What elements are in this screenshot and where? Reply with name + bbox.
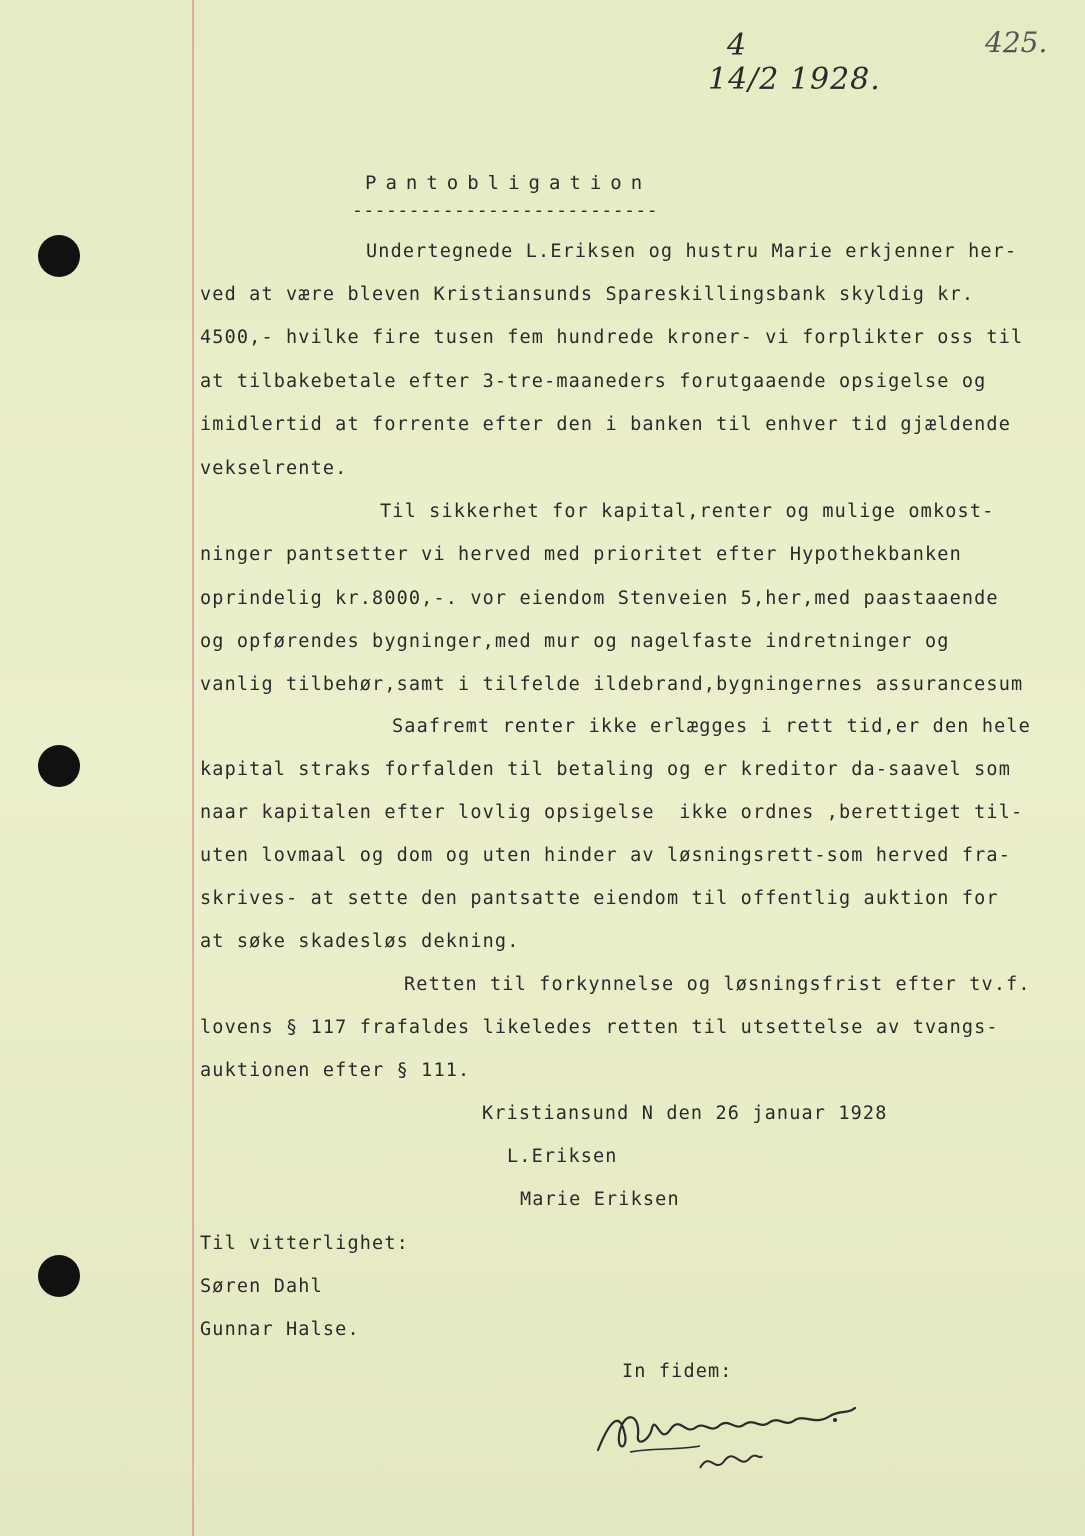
text-line: uten lovmaal og dom og uten hinder av løsningsrett-som herved fra- [200,845,1012,866]
text-line: at tilbakebetale efter 3-tre-maaneders forutgaaende opsigelse og [200,371,987,392]
text-line: vanlig tilbehør,samt i tilfelde ildebrand,bygningernes assurancesum [200,674,1024,695]
entry-number: 4 [727,28,747,63]
punch-hole [38,1255,80,1297]
handwritten-signature [590,1390,870,1480]
text-line: og opførendes bygninger,med mur og nagelfaste indretninger og [200,631,950,652]
place-date-line: Kristiansund N den 26 januar 1928 [482,1103,888,1124]
page-number: 425. [985,26,1048,59]
text-line: lovens § 117 frafaldes likeledes retten til utsettelse av tvangs- [200,1017,999,1038]
text-line: ved at være bleven Kristiansunds Spareskillingsbank skyldig kr. [200,284,975,305]
signatory-name: Marie Eriksen [520,1189,680,1210]
text-line: vekselrente. [200,458,348,479]
text-line: oprindelig kr.8000,-. vor eiendom Stenveien 5,her,med paastaaende [200,588,999,609]
text-line: kapital straks forfalden til betaling og er kreditor da-saavel som [200,759,1012,780]
punch-hole [38,745,80,787]
witness-heading: Til vitterlighet: [200,1233,409,1254]
text-line: 4500,- hvilke fire tusen fem hundrede kroner- vi forplikter oss til [200,327,1024,348]
punch-hole [38,235,80,277]
text-line: auktionen efter § 111. [200,1060,471,1081]
document-title: Pantobligation [365,172,652,194]
text-line: skrives- at sette den pantsatte eiendom til offentlig auktion for [200,888,999,909]
handwritten-date: 14/2 1928. [708,62,881,97]
signatory-name: L.Eriksen [507,1146,618,1167]
witness-name: Gunnar Halse. [200,1319,360,1340]
text-line: imidlertid at forrente efter den i banken til enhver tid gjældende [200,414,1012,435]
title-underline: --------------------------- [352,200,659,221]
text-line: Undertegnede L.Eriksen og hustru Marie erkjenner her- [366,241,1018,262]
text-line: Retten til forkynnelse og løsningsfrist efter tv.f. [404,974,1031,995]
text-line: ninger pantsetter vi herved med prioritet efter Hypothekbanken [200,544,962,565]
text-line: naar kapitalen efter lovlig opsigelse ikke ordnes ,berettiget til- [200,802,1024,823]
witness-name: Søren Dahl [200,1276,323,1297]
text-line: at søke skadesløs dekning. [200,931,520,952]
in-fidem-label: In fidem: [622,1361,733,1382]
text-line: Til sikkerhet for kapital,renter og mulige omkost- [380,501,995,522]
margin-line [192,0,194,1536]
text-line: Saafremt renter ikke erlægges i rett tid,er den hele [392,716,1031,737]
